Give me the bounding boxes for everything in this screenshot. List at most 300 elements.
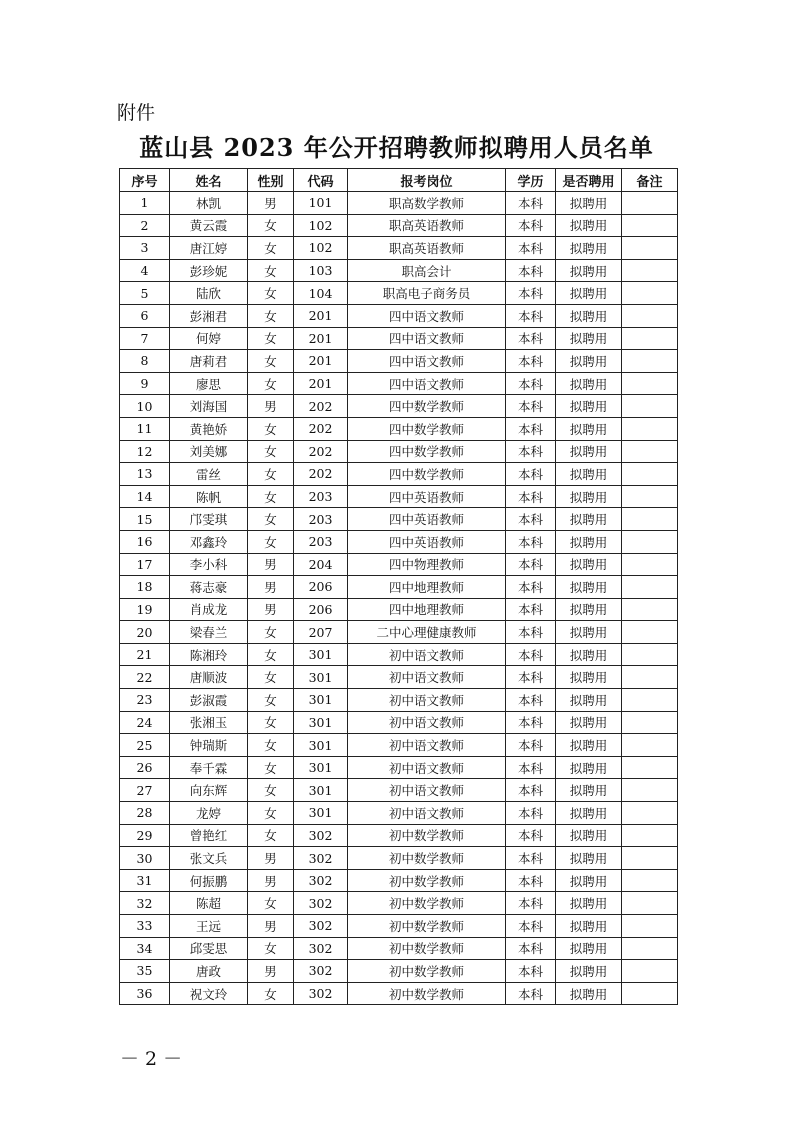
- col-name-cell: 彭珍妮: [170, 259, 248, 282]
- col-remarks-cell: [622, 372, 678, 395]
- col-code-cell: 103: [294, 259, 348, 282]
- col-index-cell: 2: [120, 214, 170, 237]
- col-position-cell: 四中物理教师: [348, 553, 506, 576]
- col-education-cell: 本科: [506, 237, 556, 260]
- col-index-cell: 22: [120, 666, 170, 689]
- col-education-cell: 本科: [506, 598, 556, 621]
- col-education-cell: 本科: [506, 666, 556, 689]
- col-education-cell: 本科: [506, 372, 556, 395]
- col-gender-cell: 女: [248, 327, 294, 350]
- col-name-cell: 曾艳红: [170, 824, 248, 847]
- col-education-cell: 本科: [506, 530, 556, 553]
- table-row: [120, 915, 678, 938]
- col-remarks-cell: [622, 327, 678, 350]
- col-gender-cell: 男: [248, 553, 294, 576]
- col-name-cell: 陈超: [170, 892, 248, 915]
- col-remarks-cell: [622, 304, 678, 327]
- col-gender-cell: 女: [248, 643, 294, 666]
- col-index-cell: 4: [120, 259, 170, 282]
- col-hire-status-cell: 拟聘用: [556, 982, 622, 1005]
- col-name-cell: 王远: [170, 915, 248, 938]
- col-code-cell: 302: [294, 960, 348, 983]
- col-gender-cell: 男: [248, 869, 294, 892]
- col-index-cell: 11: [120, 417, 170, 440]
- col-name-cell: 梁春兰: [170, 621, 248, 644]
- col-index-cell: 14: [120, 485, 170, 508]
- table-row: [120, 192, 678, 215]
- table-row: [120, 576, 678, 599]
- col-name-cell: 蒋志豪: [170, 576, 248, 599]
- col-remarks-cell: [622, 824, 678, 847]
- col-remarks-cell: [622, 892, 678, 915]
- col-position-cell: 初中数学教师: [348, 847, 506, 870]
- col-hire-status-cell: 拟聘用: [556, 689, 622, 712]
- col-gender-cell: 女: [248, 304, 294, 327]
- col-gender-cell: 女: [248, 417, 294, 440]
- col-education-cell: 本科: [506, 711, 556, 734]
- col-code-cell: 301: [294, 711, 348, 734]
- col-position-cell: 初中数学教师: [348, 982, 506, 1005]
- col-index-cell: 27: [120, 779, 170, 802]
- col-name-cell: 陈湘玲: [170, 643, 248, 666]
- col-index-cell: 12: [120, 440, 170, 463]
- table-row: [120, 689, 678, 712]
- col-index-cell: 17: [120, 553, 170, 576]
- col-hire-status-cell: 拟聘用: [556, 282, 622, 305]
- col-code-header: 代码: [294, 169, 348, 192]
- col-index-cell: 7: [120, 327, 170, 350]
- col-name-cell: 何振鹏: [170, 869, 248, 892]
- col-code-cell: 301: [294, 689, 348, 712]
- col-code-cell: 202: [294, 395, 348, 418]
- col-index-cell: 3: [120, 237, 170, 260]
- col-education-cell: 本科: [506, 304, 556, 327]
- col-position-cell: 初中数学教师: [348, 937, 506, 960]
- col-remarks-cell: [622, 530, 678, 553]
- col-name-cell: 彭淑霞: [170, 689, 248, 712]
- col-name-cell: 唐顺波: [170, 666, 248, 689]
- col-hire-status-cell: 拟聘用: [556, 485, 622, 508]
- col-hire-status-cell: 拟聘用: [556, 937, 622, 960]
- col-hire-status-header: 是否聘用: [556, 169, 622, 192]
- col-position-cell: 初中语文教师: [348, 802, 506, 825]
- col-index-cell: 34: [120, 937, 170, 960]
- table-row: [120, 395, 678, 418]
- col-hire-status-cell: 拟聘用: [556, 350, 622, 373]
- col-hire-status-cell: 拟聘用: [556, 892, 622, 915]
- table-row: [120, 666, 678, 689]
- table-row: [120, 982, 678, 1005]
- col-name-cell: 廖思: [170, 372, 248, 395]
- col-education-cell: 本科: [506, 259, 556, 282]
- table-row: [120, 711, 678, 734]
- col-index-cell: 33: [120, 915, 170, 938]
- col-position-header: 报考岗位: [348, 169, 506, 192]
- col-position-cell: 职高会计: [348, 259, 506, 282]
- col-code-cell: 102: [294, 214, 348, 237]
- col-hire-status-cell: 拟聘用: [556, 417, 622, 440]
- col-position-cell: 初中数学教师: [348, 915, 506, 938]
- col-education-cell: 本科: [506, 282, 556, 305]
- col-code-cell: 204: [294, 553, 348, 576]
- col-gender-cell: 男: [248, 192, 294, 215]
- col-gender-cell: 女: [248, 982, 294, 1005]
- table-row: [120, 847, 678, 870]
- col-position-cell: 初中数学教师: [348, 960, 506, 983]
- table-row: [120, 734, 678, 757]
- col-name-cell: 钟瑞斯: [170, 734, 248, 757]
- col-remarks-cell: [622, 869, 678, 892]
- col-index-cell: 23: [120, 689, 170, 712]
- col-code-cell: 302: [294, 869, 348, 892]
- col-position-cell: 四中英语教师: [348, 508, 506, 531]
- col-remarks-cell: [622, 621, 678, 644]
- col-name-cell: 唐政: [170, 960, 248, 983]
- col-gender-cell: 女: [248, 779, 294, 802]
- col-remarks-cell: [622, 508, 678, 531]
- col-gender-cell: 女: [248, 259, 294, 282]
- col-remarks-cell: [622, 440, 678, 463]
- col-index-cell: 24: [120, 711, 170, 734]
- table-body: [120, 192, 678, 1005]
- col-remarks-cell: [622, 666, 678, 689]
- col-remarks-cell: [622, 756, 678, 779]
- col-position-cell: 四中地理教师: [348, 576, 506, 599]
- table-row: [120, 282, 678, 305]
- col-gender-cell: 男: [248, 847, 294, 870]
- col-index-cell: 36: [120, 982, 170, 1005]
- col-position-cell: 初中语文教师: [348, 666, 506, 689]
- col-education-cell: 本科: [506, 982, 556, 1005]
- col-hire-status-cell: 拟聘用: [556, 304, 622, 327]
- col-hire-status-cell: 拟聘用: [556, 869, 622, 892]
- col-gender-cell: 女: [248, 350, 294, 373]
- col-education-cell: 本科: [506, 350, 556, 373]
- col-position-cell: 初中数学教师: [348, 824, 506, 847]
- col-gender-cell: 男: [248, 960, 294, 983]
- col-remarks-cell: [622, 282, 678, 305]
- col-name-cell: 黄艳娇: [170, 417, 248, 440]
- col-name-header: 姓名: [170, 169, 248, 192]
- col-index-cell: 10: [120, 395, 170, 418]
- col-code-cell: 203: [294, 530, 348, 553]
- col-index-cell: 13: [120, 463, 170, 486]
- col-hire-status-cell: 拟聘用: [556, 711, 622, 734]
- col-position-cell: 四中数学教师: [348, 463, 506, 486]
- col-gender-cell: 女: [248, 237, 294, 260]
- col-name-cell: 龙婷: [170, 802, 248, 825]
- col-education-cell: 本科: [506, 440, 556, 463]
- col-education-cell: 本科: [506, 915, 556, 938]
- col-hire-status-cell: 拟聘用: [556, 802, 622, 825]
- col-index-cell: 19: [120, 598, 170, 621]
- col-gender-cell: 女: [248, 824, 294, 847]
- col-hire-status-cell: 拟聘用: [556, 553, 622, 576]
- table-row: [120, 440, 678, 463]
- col-hire-status-cell: 拟聘用: [556, 779, 622, 802]
- col-education-header: 学历: [506, 169, 556, 192]
- col-hire-status-cell: 拟聘用: [556, 440, 622, 463]
- col-name-cell: 唐莉君: [170, 350, 248, 373]
- col-name-cell: 肖成龙: [170, 598, 248, 621]
- col-hire-status-cell: 拟聘用: [556, 463, 622, 486]
- col-name-cell: 邱雯思: [170, 937, 248, 960]
- col-remarks-cell: [622, 982, 678, 1005]
- col-index-cell: 18: [120, 576, 170, 599]
- col-index-cell: 35: [120, 960, 170, 983]
- col-code-cell: 102: [294, 237, 348, 260]
- col-hire-status-cell: 拟聘用: [556, 643, 622, 666]
- col-remarks-cell: [622, 711, 678, 734]
- col-code-cell: 202: [294, 417, 348, 440]
- table-row: [120, 327, 678, 350]
- col-education-cell: 本科: [506, 553, 556, 576]
- col-code-cell: 301: [294, 666, 348, 689]
- col-gender-cell: 男: [248, 915, 294, 938]
- col-code-cell: 301: [294, 734, 348, 757]
- table-row: [120, 553, 678, 576]
- col-gender-cell: 女: [248, 440, 294, 463]
- col-code-cell: 201: [294, 327, 348, 350]
- col-hire-status-cell: 拟聘用: [556, 214, 622, 237]
- col-hire-status-cell: 拟聘用: [556, 756, 622, 779]
- col-gender-cell: 女: [248, 802, 294, 825]
- col-position-cell: 四中语文教师: [348, 350, 506, 373]
- col-code-cell: 202: [294, 463, 348, 486]
- col-name-cell: 张湘玉: [170, 711, 248, 734]
- col-name-cell: 邓鑫玲: [170, 530, 248, 553]
- col-education-cell: 本科: [506, 395, 556, 418]
- col-position-cell: 四中英语教师: [348, 485, 506, 508]
- col-gender-cell: 女: [248, 282, 294, 305]
- col-hire-status-cell: 拟聘用: [556, 576, 622, 599]
- col-code-cell: 101: [294, 192, 348, 215]
- col-index-cell: 20: [120, 621, 170, 644]
- col-name-cell: 向东辉: [170, 779, 248, 802]
- col-gender-header: 性别: [248, 169, 294, 192]
- col-index-cell: 26: [120, 756, 170, 779]
- col-name-cell: 刘美娜: [170, 440, 248, 463]
- col-name-cell: 奉千霖: [170, 756, 248, 779]
- col-name-cell: 陈帆: [170, 485, 248, 508]
- col-position-cell: 初中数学教师: [348, 869, 506, 892]
- col-name-cell: 邝雯琪: [170, 508, 248, 531]
- col-gender-cell: 男: [248, 576, 294, 599]
- table-row: [120, 824, 678, 847]
- col-education-cell: 本科: [506, 689, 556, 712]
- col-gender-cell: 女: [248, 756, 294, 779]
- col-code-cell: 206: [294, 598, 348, 621]
- col-index-cell: 15: [120, 508, 170, 531]
- col-position-cell: 四中数学教师: [348, 395, 506, 418]
- col-hire-status-cell: 拟聘用: [556, 237, 622, 260]
- col-gender-cell: 女: [248, 485, 294, 508]
- col-remarks-cell: [622, 643, 678, 666]
- col-position-cell: 初中语文教师: [348, 689, 506, 712]
- col-index-cell: 8: [120, 350, 170, 373]
- col-gender-cell: 男: [248, 395, 294, 418]
- col-index-cell: 1: [120, 192, 170, 215]
- col-education-cell: 本科: [506, 802, 556, 825]
- col-remarks-cell: [622, 598, 678, 621]
- col-position-cell: 四中数学教师: [348, 440, 506, 463]
- col-remarks-cell: [622, 553, 678, 576]
- col-hire-status-cell: 拟聘用: [556, 395, 622, 418]
- col-education-cell: 本科: [506, 756, 556, 779]
- table-row: [120, 756, 678, 779]
- col-remarks-cell: [622, 259, 678, 282]
- col-code-cell: 201: [294, 372, 348, 395]
- col-name-cell: 雷丝: [170, 463, 248, 486]
- col-code-cell: 302: [294, 824, 348, 847]
- col-index-cell: 21: [120, 643, 170, 666]
- col-education-cell: 本科: [506, 734, 556, 757]
- col-remarks-cell: [622, 350, 678, 373]
- col-position-cell: 职高英语教师: [348, 214, 506, 237]
- col-remarks-cell: [622, 192, 678, 215]
- col-gender-cell: 女: [248, 463, 294, 486]
- col-gender-cell: 女: [248, 508, 294, 531]
- col-remarks-cell: [622, 576, 678, 599]
- table-row: [120, 960, 678, 983]
- col-education-cell: 本科: [506, 937, 556, 960]
- col-code-cell: 301: [294, 756, 348, 779]
- col-name-cell: 何婷: [170, 327, 248, 350]
- col-position-cell: 初中语文教师: [348, 711, 506, 734]
- col-education-cell: 本科: [506, 892, 556, 915]
- col-index-cell: 9: [120, 372, 170, 395]
- col-remarks-cell: [622, 734, 678, 757]
- col-remarks-cell: [622, 214, 678, 237]
- col-education-cell: 本科: [506, 643, 556, 666]
- col-position-cell: 初中数学教师: [348, 892, 506, 915]
- col-hire-status-cell: 拟聘用: [556, 915, 622, 938]
- col-remarks-cell: [622, 915, 678, 938]
- col-name-cell: 彭湘君: [170, 304, 248, 327]
- page-number: － 2 －: [120, 1048, 183, 1070]
- col-gender-cell: 女: [248, 372, 294, 395]
- col-code-cell: 207: [294, 621, 348, 644]
- col-code-cell: 301: [294, 643, 348, 666]
- col-education-cell: 本科: [506, 214, 556, 237]
- col-gender-cell: 女: [248, 711, 294, 734]
- col-remarks-cell: [622, 395, 678, 418]
- col-gender-cell: 女: [248, 937, 294, 960]
- col-remarks-cell: [622, 960, 678, 983]
- col-education-cell: 本科: [506, 960, 556, 983]
- col-hire-status-cell: 拟聘用: [556, 259, 622, 282]
- col-position-cell: 四中语文教师: [348, 372, 506, 395]
- col-remarks-cell: [622, 463, 678, 486]
- attachment-label: 附件: [117, 102, 156, 124]
- col-position-cell: 二中心理健康教师: [348, 621, 506, 644]
- col-code-cell: 206: [294, 576, 348, 599]
- col-position-cell: 初中语文教师: [348, 734, 506, 757]
- col-hire-status-cell: 拟聘用: [556, 508, 622, 531]
- col-index-cell: 5: [120, 282, 170, 305]
- col-gender-cell: 女: [248, 666, 294, 689]
- col-code-cell: 302: [294, 937, 348, 960]
- col-code-cell: 302: [294, 847, 348, 870]
- col-hire-status-cell: 拟聘用: [556, 372, 622, 395]
- table-row: [120, 259, 678, 282]
- col-education-cell: 本科: [506, 508, 556, 531]
- col-code-cell: 301: [294, 779, 348, 802]
- col-position-cell: 四中语文教师: [348, 304, 506, 327]
- table-row: [120, 869, 678, 892]
- col-hire-status-cell: 拟聘用: [556, 847, 622, 870]
- col-education-cell: 本科: [506, 869, 556, 892]
- col-index-cell: 28: [120, 802, 170, 825]
- col-education-cell: 本科: [506, 327, 556, 350]
- col-name-cell: 刘海国: [170, 395, 248, 418]
- col-position-cell: 四中英语教师: [348, 530, 506, 553]
- table-row: [120, 214, 678, 237]
- table-row: [120, 350, 678, 373]
- col-hire-status-cell: 拟聘用: [556, 824, 622, 847]
- col-code-cell: 301: [294, 802, 348, 825]
- col-index-cell: 6: [120, 304, 170, 327]
- col-name-cell: 唐江婷: [170, 237, 248, 260]
- table-row: [120, 530, 678, 553]
- col-position-cell: 职高电子商务员: [348, 282, 506, 305]
- col-position-cell: 四中语文教师: [348, 327, 506, 350]
- col-gender-cell: 男: [248, 598, 294, 621]
- table-row: [120, 802, 678, 825]
- col-name-cell: 陆欣: [170, 282, 248, 305]
- col-education-cell: 本科: [506, 192, 556, 215]
- col-remarks-header: 备注: [622, 169, 678, 192]
- table-row: [120, 621, 678, 644]
- table-row: [120, 508, 678, 531]
- table-row: [120, 463, 678, 486]
- col-index-cell: 31: [120, 869, 170, 892]
- col-education-cell: 本科: [506, 485, 556, 508]
- col-remarks-cell: [622, 237, 678, 260]
- hiring-roster-table: [119, 168, 678, 1005]
- table-row: [120, 304, 678, 327]
- col-hire-status-cell: 拟聘用: [556, 192, 622, 215]
- col-gender-cell: 女: [248, 892, 294, 915]
- col-remarks-cell: [622, 485, 678, 508]
- col-hire-status-cell: 拟聘用: [556, 327, 622, 350]
- table-row: [120, 485, 678, 508]
- col-code-cell: 104: [294, 282, 348, 305]
- col-education-cell: 本科: [506, 779, 556, 802]
- col-name-cell: 林凯: [170, 192, 248, 215]
- col-index-cell: 29: [120, 824, 170, 847]
- col-gender-cell: 女: [248, 689, 294, 712]
- col-remarks-cell: [622, 937, 678, 960]
- col-gender-cell: 女: [248, 621, 294, 644]
- page-title: 蓝山县 2023 年公开招聘教师拟聘用人员名单: [139, 133, 654, 162]
- col-education-cell: 本科: [506, 621, 556, 644]
- table-row: [120, 779, 678, 802]
- col-code-cell: 203: [294, 485, 348, 508]
- col-position-cell: 四中地理教师: [348, 598, 506, 621]
- col-gender-cell: 女: [248, 734, 294, 757]
- table-row: [120, 417, 678, 440]
- col-code-cell: 202: [294, 440, 348, 463]
- col-code-cell: 201: [294, 350, 348, 373]
- col-position-cell: 职高英语教师: [348, 237, 506, 260]
- col-hire-status-cell: 拟聘用: [556, 960, 622, 983]
- col-index-cell: 32: [120, 892, 170, 915]
- col-remarks-cell: [622, 847, 678, 870]
- table-row: [120, 372, 678, 395]
- col-remarks-cell: [622, 779, 678, 802]
- col-gender-cell: 女: [248, 214, 294, 237]
